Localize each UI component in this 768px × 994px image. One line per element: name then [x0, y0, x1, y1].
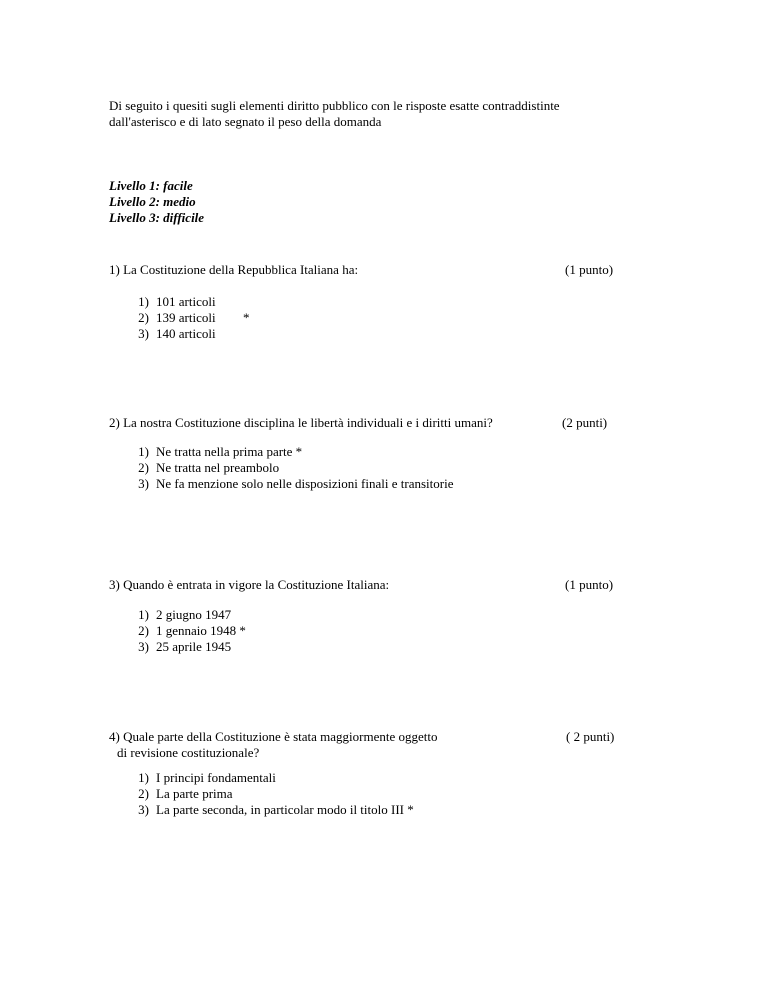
answer-number: 2) [138, 623, 149, 638]
answer-number: 1) [138, 294, 149, 309]
answer-number: 1) [138, 770, 149, 785]
answer-number: 1) [138, 607, 149, 622]
question-1-text: 1) La Costituzione della Repubblica Italiana ha: [109, 262, 359, 277]
answer-text: 1 gennaio 1948 * [156, 623, 246, 638]
answer-text: 2 giugno 1947 [156, 607, 232, 622]
question-4-line-1: 4) Quale parte della Costituzione è stata maggiormente oggetto [109, 729, 438, 744]
answer-text: 139 articoli [156, 310, 216, 325]
level-1: Livello 1: facile [109, 178, 193, 193]
level-3: Livello 3: difficile [109, 210, 205, 225]
answer-number: 3) [138, 326, 149, 341]
answer-text: 140 articoli [156, 326, 216, 341]
answer-text: La parte prima [156, 786, 233, 801]
intro-line-2: dall'asterisco e di lato segnato il peso della domanda [109, 114, 382, 129]
question-4-points: ( 2 punti) [566, 729, 615, 744]
answer-text: Ne tratta nel preambolo [156, 460, 280, 475]
intro-line-1: Di seguito i quesiti sugli elementi diritto pubblico con le risposte esatte contraddistinte [109, 98, 560, 113]
answer-number: 2) [138, 786, 149, 801]
answer-number: 2) [138, 460, 149, 475]
level-2: Livello 2: medio [109, 194, 196, 209]
answer-number: 2) [138, 310, 149, 325]
answer-number: 3) [138, 639, 149, 654]
answer-text: La parte seconda, in particolar modo il titolo III * [156, 802, 414, 817]
answer-number: 1) [138, 444, 149, 459]
question-4-line-2: di revisione costituzionale? [117, 745, 260, 760]
question-2-points: (2 punti) [562, 415, 608, 430]
question-1-points: (1 punto) [565, 262, 614, 277]
question-2-text: 2) La nostra Costituzione disciplina le libertà individuali e i diritti umani? [109, 415, 493, 430]
answer-number: 3) [138, 476, 149, 491]
answer-text: Ne tratta nella prima parte * [156, 444, 303, 459]
question-4-text [109, 729, 438, 761]
question-3-text: 3) Quando è entrata in vigore la Costituzione Italiana: [109, 577, 390, 592]
correct-answer-mark: * [243, 310, 250, 325]
answer-text: 25 aprile 1945 [156, 639, 232, 654]
answer-text: 101 articoli [156, 294, 216, 309]
difficulty-levels [109, 178, 204, 226]
question-3-points: (1 punto) [565, 577, 614, 592]
answer-number: 3) [138, 802, 149, 817]
intro-paragraph [109, 98, 560, 130]
answer-text: Ne fa menzione solo nelle disposizioni finali e transitorie [156, 476, 454, 491]
answer-text: I principi fondamentali [156, 770, 276, 785]
